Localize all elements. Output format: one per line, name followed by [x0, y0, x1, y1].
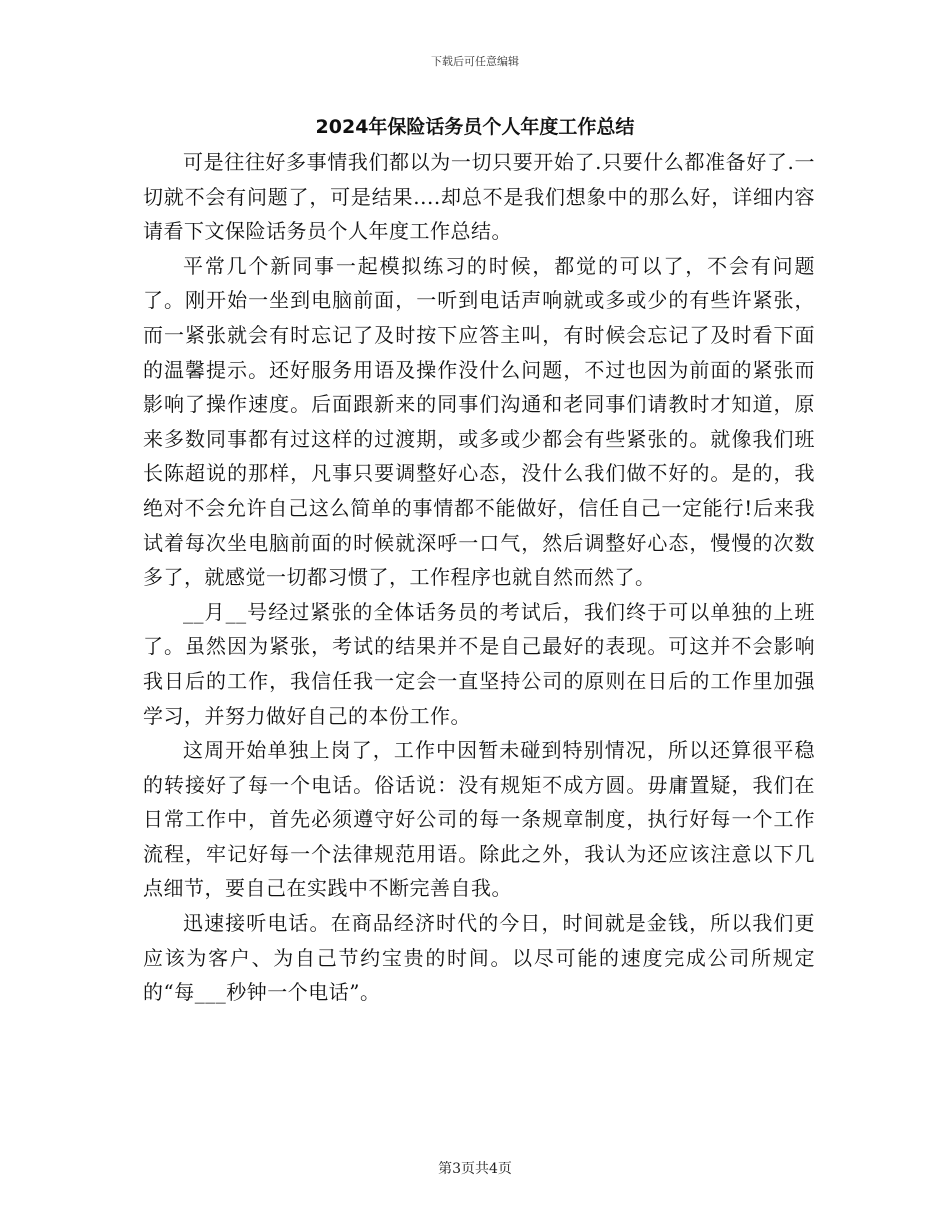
paragraph-exam: __月__号经过紧张的全体话务员的考试后，我们终于可以单独的上班了。虽然因为紧张，考试的结果并不是自己最好的表现。可这并不会影响我日后的工作，我信任我一定会一直坚持公司的原则在日后的工作里加强学习，并努力做好自己的本份工作。 — [143, 599, 815, 728]
paragraph-practice: 平常几个新同事一起模拟练习的时候，都觉的可以了，不会有问题了。刚开始一坐到电脑前面，一听到电话声响就或多或少的有些许紧张，而一紧张就会有时忘记了及时按下应答主叫，有时候会忘记了及时看下面的温馨提示。还好服务用语及操作没什么问题，不过也因为前面的紧张而影响了操作速度。后面跟新来的同事们沟通和老同事们请教时才知道，原来多数同事都有过这样的过渡期，或多或少都会有些紧张的。就像我们班长陈超说的那样，凡事只要调整好心态，没什么我们做不好的。是的，我绝对不会允许自己这么简单的事情都不能做好，信任自己一定能行!后来我试着每次坐电脑前面的时候就深呼一口气，然后调整好心态，慢慢的次数多了，就感觉一切都习惯了，工作程序也就自然而然了。 — [143, 253, 815, 590]
document-body — [143, 145, 815, 1010]
paragraph-answer-quickly: 迅速接听电话。在商品经济时代的今日，时间就是金钱，所以我们更应该为客户、为自己节约宝贵的时间。以尽可能的速度完成公司所规定的“每___秒钟一个电话”。 — [143, 911, 815, 1005]
page-number-footer: 第3页共4页 — [438, 1161, 512, 1177]
paragraph-intro: 可是往往好多事情我们都以为一切只要开始了.只要什么都准备好了.一切就不会有问题了，可是结果....却总不是我们想象中的那么好，详细内容请看下文保险话务员个人年度工作总结。 — [143, 150, 815, 244]
page-header-note: 下载后可任意编辑 — [431, 55, 519, 68]
paragraph-rules: 这周开始单独上岗了，工作中因暂未碰到特别情况，所以还算很平稳的转接好了每一个电话。俗话说：没有规矩不成方圆。毋庸置疑，我们在日常工作中，首先必须遵守好公司的每一条规章制度，执行好每一个工作流程，牢记好每一个法律规范用语。除此之外，我认为还应该注意以下几点细节，要自己在实践中不断完善自我。 — [143, 738, 815, 901]
document-title: 2024年保险话务员个人年度工作总结 — [315, 116, 635, 138]
